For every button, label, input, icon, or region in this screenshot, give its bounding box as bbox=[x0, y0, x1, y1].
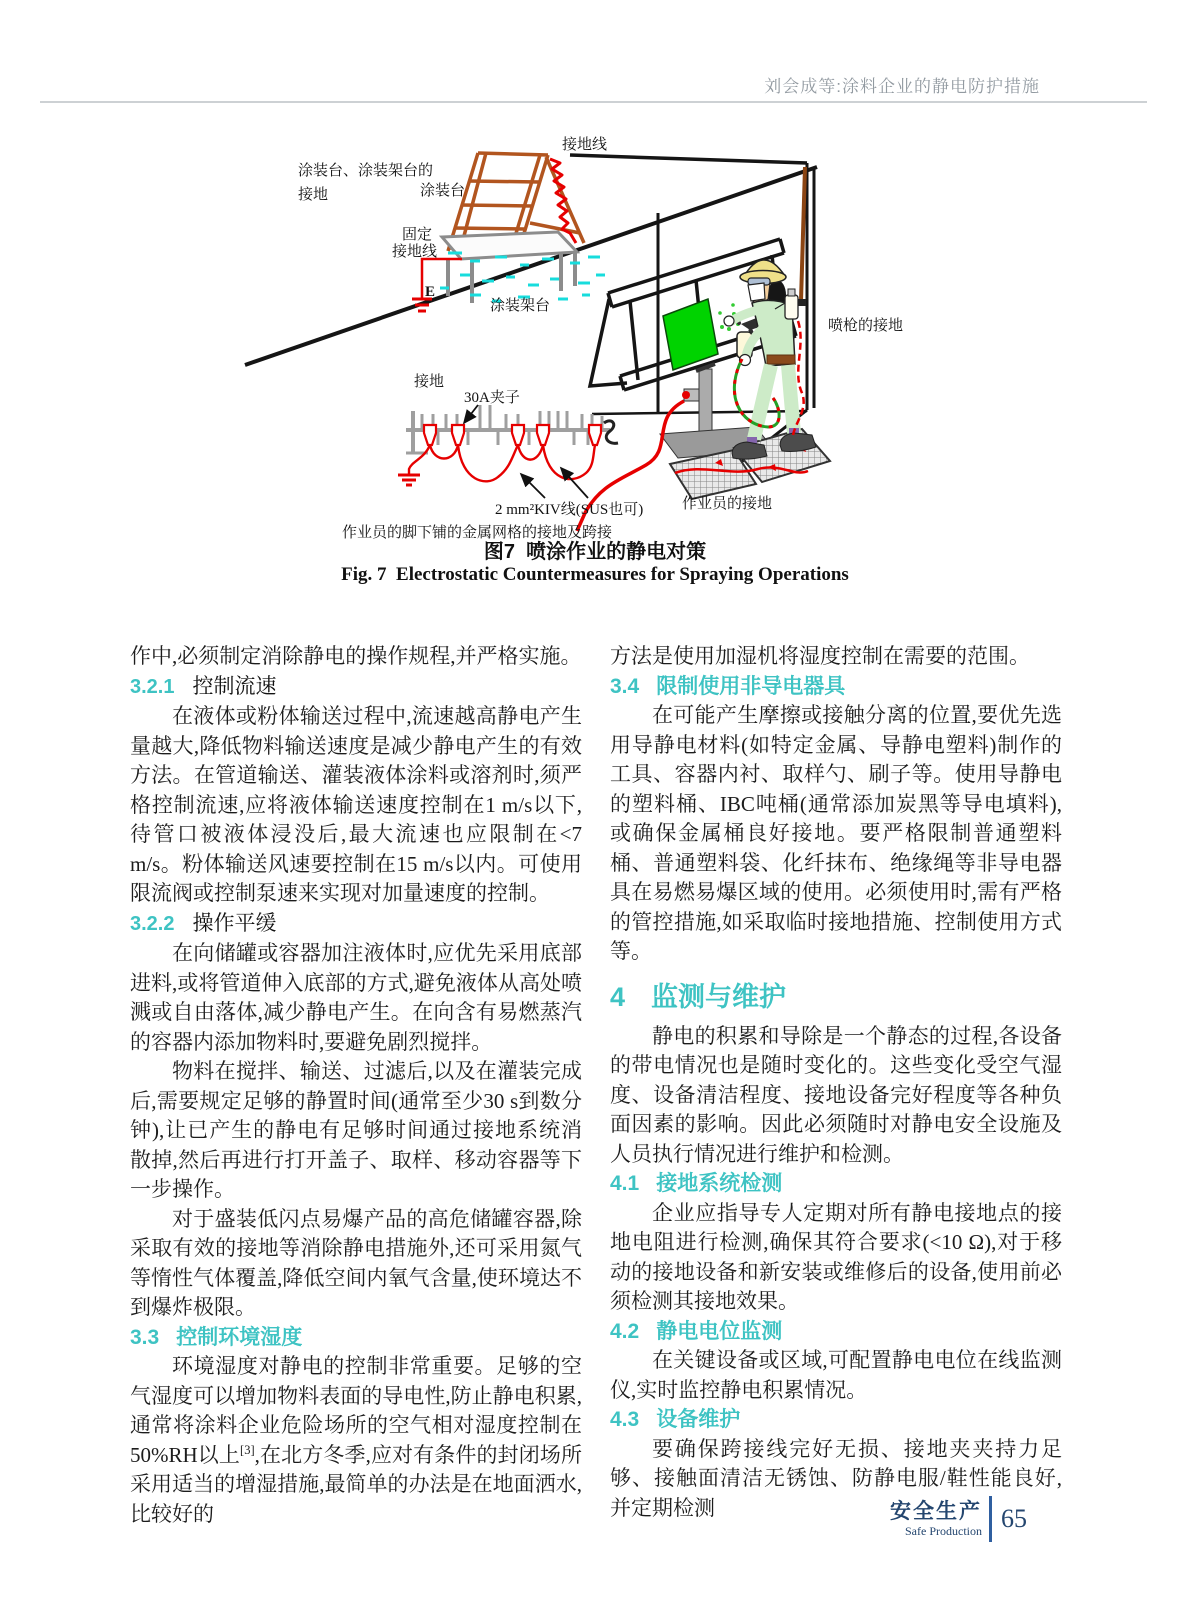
label-ground: 接地 bbox=[414, 374, 445, 390]
paragraph: 在关键设备或区域,可配置静电电位在线监测仪,实时监控静电积累情况。 bbox=[610, 1348, 1062, 1402]
ground-rail-assembly bbox=[398, 405, 618, 485]
section-heading bbox=[130, 672, 582, 703]
figure-illustration bbox=[130, 133, 1050, 545]
section-title: 控制流速 bbox=[192, 673, 277, 698]
section-title: 操作平缓 bbox=[192, 910, 277, 935]
coating-rack-table bbox=[442, 232, 577, 303]
paragraph: 方法是使用加湿机将湿度控制在需要的范围。 bbox=[610, 644, 1030, 668]
section-heading bbox=[610, 980, 1062, 1014]
kiv-wires bbox=[398, 445, 595, 485]
paragraph: 要确保跨接线完好无损、接地夹夹持力足够、接触面清洁无锈蚀、防静电服/鞋性能良好,并定期检测 bbox=[610, 1436, 1062, 1520]
header-rule bbox=[40, 101, 1147, 103]
label-mesh-note: 作业员的脚下铺的金属网格的接地及跨接 bbox=[342, 525, 613, 541]
figure-caption-zh: 图7 喷涂作业的静电对策 bbox=[483, 541, 707, 563]
label-worker-ground: 作业员的接地 bbox=[682, 496, 773, 512]
section-number: 4.1 bbox=[610, 1172, 640, 1195]
section-number: 4 bbox=[610, 981, 626, 1012]
paragraph: 静电的积累和导除是一个静态的过程,各设备的带电情况也是随时变化的。这些变化受空气湿度、设备清洁程度、接地设备完好程度等各种负面因素的影响。因此必须随时对静电安全设施及人员执行情况进行维护和检测。 bbox=[610, 1023, 1062, 1166]
figure-7 bbox=[130, 133, 1050, 545]
journal-name bbox=[890, 1500, 982, 1539]
label-grounding-wire: 接地线 bbox=[562, 137, 608, 153]
label-spray-gun-ground: 喷枪的接地 bbox=[828, 318, 904, 334]
footer-divider bbox=[989, 1496, 992, 1542]
section-heading bbox=[610, 1169, 1062, 1199]
section-title: 控制环境湿度 bbox=[176, 1325, 303, 1349]
right-column bbox=[610, 642, 1062, 1529]
section-title: 接地系统检测 bbox=[656, 1172, 783, 1195]
section-number: 4.3 bbox=[610, 1408, 640, 1431]
paragraph: 在可能产生摩擦或接触分离的位置,要优先选用导静电材料(如特定金属、导静电塑料)制作的工具、容器内衬、取样勺、刷子等。使用导静电的塑料桶、IBC吨桶(通常添加炭黑等导电填料),或确保金属桶良好接地。要严格限制普通塑料桶、普通塑料袋、化纤抹布、绝缘绳等非导电器具在易燃易爆区域的使用。必须使用时,需有严格的管控措施,如采取临时接地措施、控制使用方式等。 bbox=[610, 703, 1062, 963]
page-number: 65 bbox=[1001, 1504, 1027, 1533]
section-number: 3.4 bbox=[610, 674, 640, 698]
label-platform-rack-ground-1: 涂装台、涂装架台的 bbox=[298, 163, 434, 179]
section-number: 4.2 bbox=[610, 1319, 640, 1343]
label-e-mark: E bbox=[425, 284, 436, 300]
body-columns bbox=[130, 642, 1062, 1529]
sprayed-panel bbox=[663, 299, 740, 370]
section-heading bbox=[610, 672, 1062, 702]
section-title: 限制使用非导电器具 bbox=[656, 674, 846, 698]
section-title: 设备维护 bbox=[656, 1408, 741, 1431]
section-number: 3.2.1 bbox=[130, 675, 175, 698]
paragraph: 对于盛装低闪点易爆产品的高危储罐容器,除采取有效的接地等消除静电措施外,还可采用氮气等惰性气体覆盖,降低空间内氧气含量,使环境达不到爆炸极限。 bbox=[130, 1206, 582, 1319]
paragraph: 环境湿度对静电的控制非常重要。足够的空气湿度可以增加物料表面的导电性,防止静电积累,通常将涂料企业危险场所的空气相对湿度控制在50%RH以上[3],在北方冬季,应对有条件的封闭场所采用适当的增湿措施,最简单的办法是在地面洒水,比较好的 bbox=[130, 1354, 583, 1526]
section-heading bbox=[610, 1317, 1062, 1347]
label-kiv-wire: 2 mm²KIV线(SUS也可) bbox=[495, 502, 644, 518]
label-platform-rack-ground-2: 接地 bbox=[298, 187, 329, 203]
label-fixed-1: 固定 bbox=[402, 227, 433, 243]
left-column bbox=[130, 642, 582, 1529]
label-fixed-2: 接地线 bbox=[392, 244, 438, 260]
running-header: 刘会成等:涂料企业的静电防护措施 bbox=[764, 77, 1040, 96]
paragraph: 物料在搅拌、输送、过滤后,以及在灌装完成后,需要规定足够的静置时间(通常至少30 s到数分钟),让已产生的静电有足够时间通过接地系统消散掉,然后再进行打开盖子、取样、移动容器等下一步操作。 bbox=[130, 1059, 582, 1201]
page-footer bbox=[890, 1496, 1090, 1542]
section-number: 3.3 bbox=[130, 1325, 160, 1349]
section-heading bbox=[610, 1405, 1062, 1435]
section-heading bbox=[130, 909, 582, 940]
section-heading bbox=[130, 1323, 582, 1353]
journal-name-zh: 安全生产 bbox=[890, 1499, 982, 1523]
section-title: 静电电位监测 bbox=[656, 1319, 783, 1343]
figure-caption-en: Fig. 7 Electrostatic Countermeasures for Spraying Operations bbox=[341, 564, 849, 585]
paragraph: 企业应指导专人定期对所有静电接地点的接地电阻进行检测,确保其符合要求(<10 Ω),对于移动的接地设备和新安装或维修后的设备,使用前必须检测其接地效果。 bbox=[610, 1200, 1062, 1313]
journal-name-en: Safe Production bbox=[905, 1523, 982, 1538]
section-title: 监测与维护 bbox=[651, 981, 787, 1012]
paragraph: 作中,必须制定消除静电的操作规程,并严格实施。 bbox=[130, 644, 582, 668]
paragraph: 在向储罐或容器加注液体时,应优先采用底部进料,或将管道伸入底部的方式,避免液体从高处喷溅或自由落体,减少静电产生。在向含有易燃蒸汽的容器内添加物料时,要避免剧烈搅拌。 bbox=[130, 941, 582, 1054]
label-coating-platform: 涂装台 bbox=[420, 183, 466, 199]
label-clamp-30a: 30A夹子 bbox=[464, 390, 520, 406]
section-number: 3.2.2 bbox=[130, 912, 175, 935]
label-coating-rack: 涂装架台 bbox=[490, 298, 551, 314]
paragraph: 在液体或粉体输送过程中,流速越高静电产生量越大,降低物料输送速度是减少静电产生的有效方法。在管道输送、灌装液体涂料或溶剂时,须严格控制流速,应将液体输送速度控制在1 m/s以下,待管口被液体浸没后,最大流速也应限制在<7 m/s。粉体输送风速要控制在15 m/s以内。可使用限流阀或控制泵速来实现对加量速度的控制。 bbox=[130, 704, 582, 905]
